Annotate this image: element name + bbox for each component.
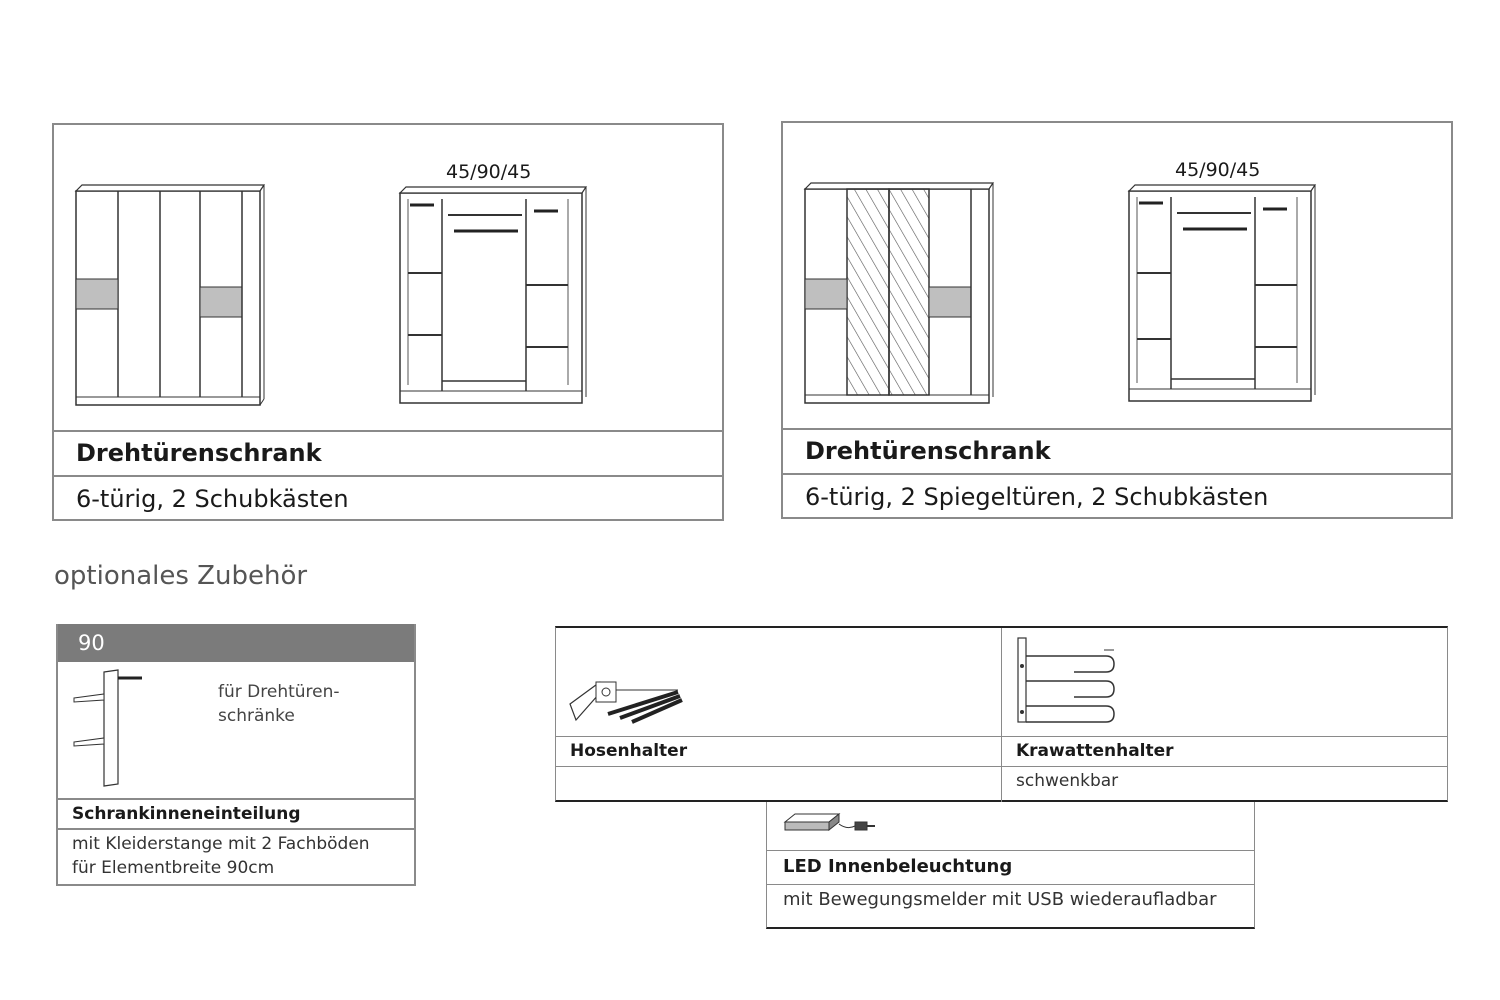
trouser-holder-desc [556,766,1001,802]
trouser-holder-drawing [568,668,683,728]
wardrobe-closed-drawing [74,183,264,408]
led-light-drawing [783,810,878,840]
width-badge: 90 [58,624,414,662]
interior-desc-line1: mit Kleiderstange mit 2 Fachböden [72,834,370,854]
interior-note-line2: schränke [218,706,295,726]
accessory-table [555,626,1448,802]
product-card-2 [781,121,1453,519]
led-card [766,802,1255,929]
interior-note-line1: für Drehtüren- [218,682,340,702]
tie-holder-drawing [1014,636,1124,726]
dimension-label: 45/90/45 [1175,159,1261,181]
led-desc: mit Bewegungsmelder mit USB wiederaufladbar [767,884,1254,927]
interior-desc-line2: für Elementbreite 90cm [72,858,275,878]
product-subtitle: 6-türig, 2 Spiegeltüren, 2 Schubkästen [783,473,1451,519]
accessories-heading: optionales Zubehör [54,561,308,591]
product-subtitle: 6-türig, 2 Schubkästen [54,475,722,521]
wardrobe-open-drawing [398,185,588,407]
tie-holder-desc: schwenkbar [1002,766,1447,802]
trouser-holder-name: Hosenhalter [556,736,1001,766]
product-card-1 [52,123,724,521]
product-title: Drehtürenschrank [783,428,1451,473]
interior-card [56,624,416,886]
dimension-label: 45/90/45 [446,161,532,183]
wardrobe-open-drawing [1127,183,1317,405]
tie-holder-name: Krawattenhalter [1002,736,1447,766]
interior-shelf-drawing [72,668,152,788]
wardrobe-closed-drawing [803,181,993,406]
interior-name: Schrankinneneinteilung [58,798,414,830]
interior-desc [58,828,414,884]
led-name: LED Innenbeleuchtung [767,850,1254,884]
product-title: Drehtürenschrank [54,430,722,475]
